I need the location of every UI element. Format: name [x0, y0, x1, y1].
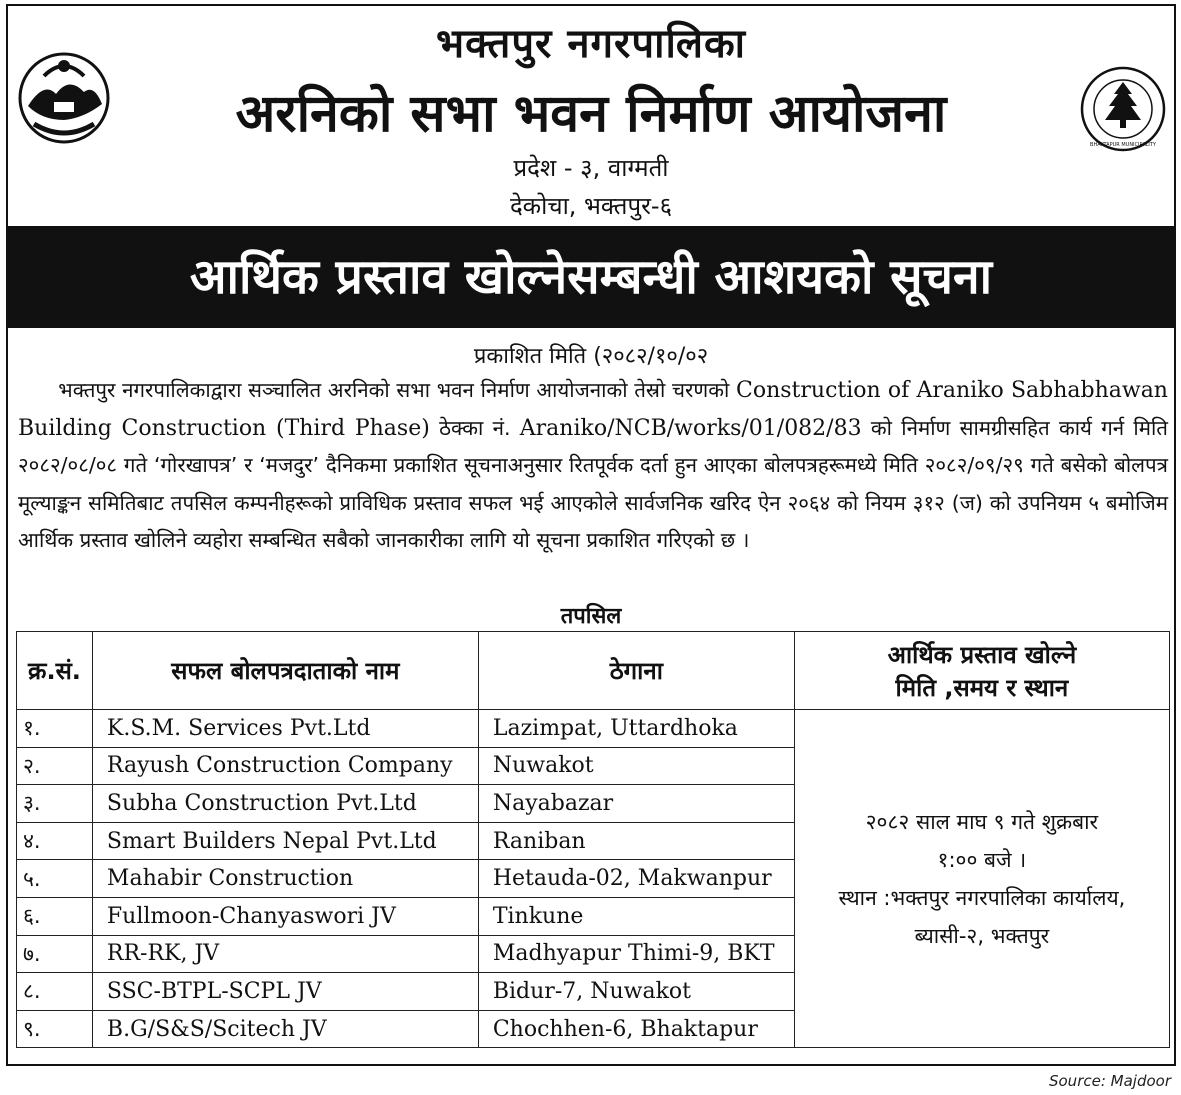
- row-sn: ८.: [17, 973, 93, 1011]
- row-bidder-address: Raniban: [478, 822, 794, 860]
- row-sn: ५.: [17, 860, 93, 898]
- row-bidder-name: Rayush Construction Company: [92, 747, 478, 785]
- row-sn: ४.: [17, 822, 93, 860]
- opening-time: १:०० बजे ।: [937, 847, 1027, 872]
- header-opening-info: [794, 632, 1169, 710]
- notice-title-banner: आर्थिक प्रस्ताव खोल्नेसम्बन्धी आशयको सूचना: [8, 226, 1174, 328]
- row-bidder-address: Tinkune: [478, 897, 794, 935]
- row-bidder-address: Nayabazar: [478, 785, 794, 823]
- opening-venue-address: ब्यासी-२, भक्तपुर: [914, 923, 1050, 948]
- bidders-table: [16, 631, 1170, 1048]
- row-bidder-address: Nuwakot: [478, 747, 794, 785]
- table-row: [17, 710, 1170, 748]
- row-bidder-address: Chochhen-6, Bhaktapur: [478, 1010, 794, 1048]
- row-bidder-name: Fullmoon-Chanyaswori JV: [92, 897, 478, 935]
- row-bidder-name: B.G/S&S/Scitech JV: [92, 1010, 478, 1048]
- source-credit: Source: Majdoor: [1048, 1072, 1171, 1090]
- row-bidder-address: Lazimpat, Uttardhoka: [478, 710, 794, 748]
- row-sn: ३.: [17, 785, 93, 823]
- notice-body-contract-no: Araniko/NCB/works/01/082/83: [519, 415, 862, 441]
- header-address: ठेगाना: [478, 632, 794, 710]
- row-sn: १.: [17, 710, 93, 748]
- notice-body-project-en: Construction of Araniko Sabhabhawan Building Construction (Third Phase): [18, 378, 1168, 441]
- province-line: प्रदेश - ३, वाग्मती: [513, 154, 669, 182]
- project-name: अरनिको सभा भवन निर्माण आयोजना: [235, 84, 947, 144]
- row-bidder-name: Smart Builders Nepal Pvt.Ltd: [92, 822, 478, 860]
- opening-info-cell: [794, 710, 1169, 1048]
- tapsil-heading: तपसिल: [560, 604, 622, 629]
- table-header-row: [17, 632, 1170, 710]
- row-bidder-name: Subha Construction Pvt.Ltd: [92, 785, 478, 823]
- header-sn: क्र.सं.: [17, 632, 93, 710]
- notice-body: [18, 372, 1168, 560]
- row-sn: २.: [17, 747, 93, 785]
- header-opening-info-line1: आर्थिक प्रस्ताव खोल्ने: [887, 640, 1077, 669]
- notice-header: [8, 6, 1174, 228]
- row-bidder-name: Mahabir Construction: [92, 860, 478, 898]
- header-opening-info-line2: मिति ,समय र स्थान: [895, 673, 1069, 702]
- row-bidder-address: Bidur-7, Nuwakot: [478, 973, 794, 1011]
- row-bidder-address: Madhyapur Thimi-9, BKT: [478, 935, 794, 973]
- notice-frame: [6, 4, 1176, 1066]
- seal-text: BHAKTAPUR MUNICIPALITY: [1090, 142, 1156, 148]
- notice-body-details: को निर्माण सामग्रीसहित कार्य गर्न मिति २०८२/०८/०८ गते ‘गोरखापत्र’ र ‘मजदुर’ दैनिकमा प्रकाशित सूचनाअनुसार रितपूर्वक दर्ता हुन आएका बोलपत्रहरूमध्ये मिति २०८२/०९/२९ गते बसेको बोलपत्र मूल्याङ्कन समितिबाट तपसिल कम्पनीहरूको प्राविधिक प्रस्ताव सफल भई आएकोले सार्वजनिक खरिद ऐन २०६४ को नियम ३१२ (ज) को उपनियम ५ बमोजिम आर्थिक प्रस्ताव खोलिने व्यहोरा सम्बन्धित सबैको जानकारीका लागि यो सूचना प्रकाशित गरिएको छ ।: [18, 415, 1168, 552]
- row-sn: ९.: [17, 1010, 93, 1048]
- opening-date: २०८२ साल माघ ९ गते शुक्रबार: [865, 809, 1099, 834]
- row-bidder-name: SSC-BTPL-SCPL JV: [92, 973, 478, 1011]
- municipality-name: भक्तपुर नगरपालिका: [435, 21, 747, 67]
- notice-body-contract-label: ठेक्का नं.: [439, 415, 511, 440]
- row-sn: ७.: [17, 935, 93, 973]
- address-line: देकोचा, भक्तपुर-६: [509, 192, 673, 220]
- opening-venue: स्थान :भक्तपुर नगरपालिका कार्यालय,: [838, 885, 1126, 910]
- municipality-seal-icon: [1080, 66, 1166, 152]
- row-bidder-name: K.S.M. Services Pvt.Ltd: [92, 710, 478, 748]
- notice-body-intro: भक्तपुर नगरपालिकाद्वारा सञ्चालित अरनिको सभा भवन निर्माण आयोजनाको तेस्रो चरणको: [58, 378, 730, 402]
- row-bidder-address: Hetauda-02, Makwanpur: [478, 860, 794, 898]
- row-bidder-name: RR-RK, JV: [92, 935, 478, 973]
- published-date: प्रकाशित मिति (२०८२/१०/०२: [473, 344, 709, 369]
- row-sn: ६.: [17, 897, 93, 935]
- header-name: सफल बोलपत्रदाताको नाम: [92, 632, 478, 710]
